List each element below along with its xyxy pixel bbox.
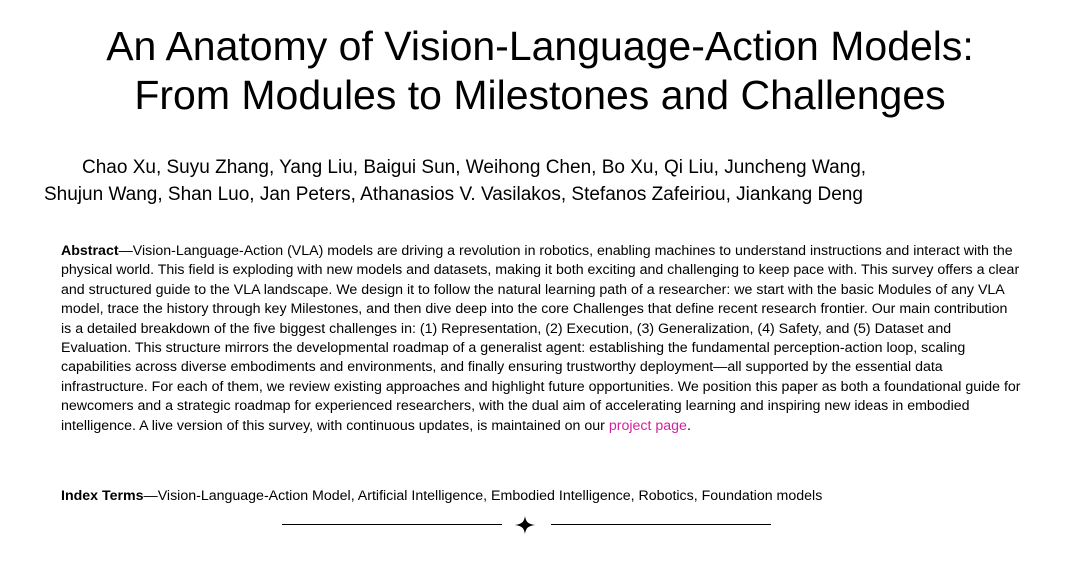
divider-right [551,524,771,525]
authors-line-2: Shujun Wang, Shan Luo, Jan Peters, Athanasios V. Vasilakos, Stefanos Zafeiriou, Jiankang Deng [44,184,863,205]
abstract-text: —Vision-Language-Action (VLA) models are driving a revolution in robotics, enabling machines to understand instructions and interact with the physical world. This field is exploding with new models and datasets, making it both exciting and challenging to keep pace with. This survey offers a clear and structured guide to the VLA landscape. We design it to follow the natural learning path of a researcher: we start with the basic Modules of any VLA model, trace the history through key Milestones, and then dive deep into the core Challenges that define recent research frontier. Our main contribution is a detailed breakdown of the five biggest challenges in: (1) Representation, (2) Execution, (3) Generalization, (4) Safety, and (5) Dataset and Evaluation. This structure mirrors the developmental roadmap of a generalist agent: establishing the fundamental perception-action loop, scaling capabilities across diverse embodiments and environments, and finally ensuring trustworthy deployment—all supported by the essential data infrastructure. For each of them, we review existing approaches and highlight future opportunities. We position this paper as both a foundational guide for newcomers and a strategic roadmap for experienced researchers, with the dual aim of accelerating learning and inspiring new ideas in embodied intelligence. A live version of this survey, with continuous updates, is maintained on our [61,243,1021,434]
title-line-2: From Modules to Milestones and Challenges [134,72,946,118]
authors-line-1: Chao Xu, Suyu Zhang, Yang Liu, Baigui Sun, Weihong Chen, Bo Xu, Qi Liu, Juncheng Wang, [82,157,867,178]
abstract-label: Abstract [61,243,119,259]
project-page-link[interactable]: project page [608,417,687,434]
index-terms [61,487,1041,506]
index-terms-label: Index Terms [61,488,144,504]
index-terms-text: —Vision-Language-Action Model, Artificial Intelligence, Embodied Intelligence, Robotics, Foundation models [143,488,823,504]
paper-title [0,22,1080,120]
title-line-1: An Anatomy of Vision-Language-Action Models: [106,23,974,69]
abstract-end: . [686,417,691,434]
divider-left [282,524,502,525]
four-point-star-icon [514,515,536,535]
abstract [61,242,1021,436]
